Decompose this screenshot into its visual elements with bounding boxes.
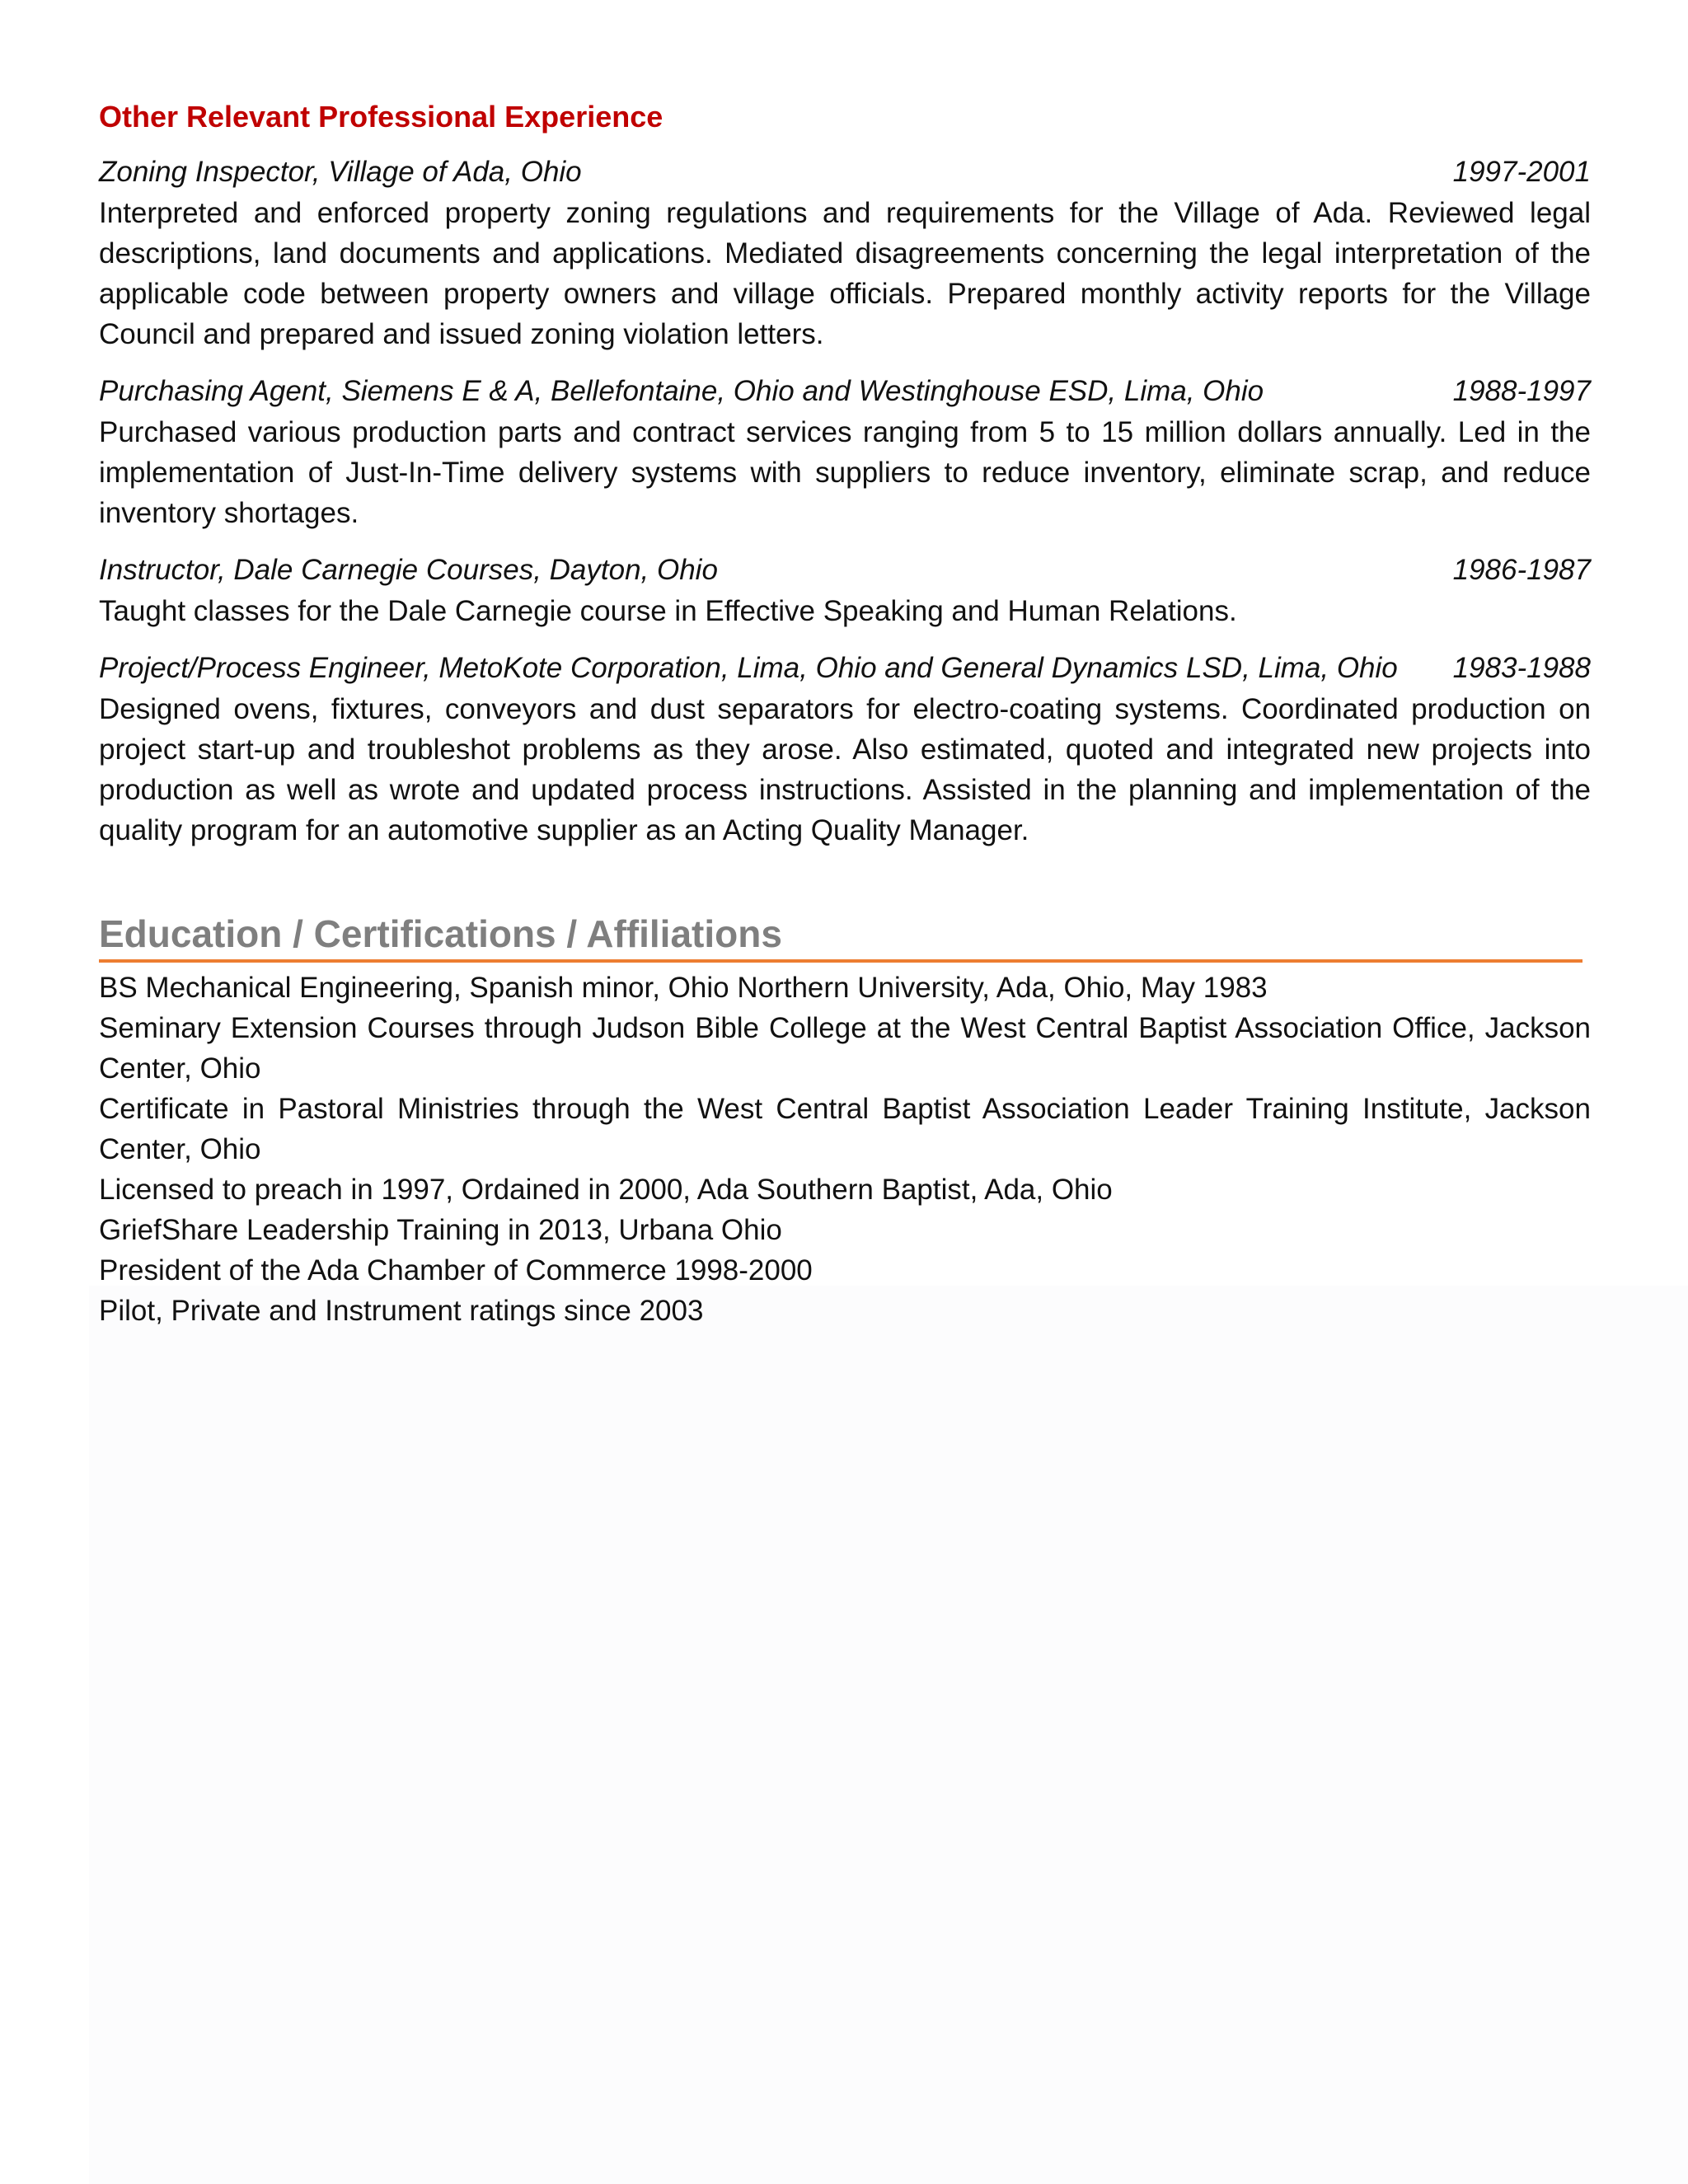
- education-section-title: Education / Certifications / Affiliations: [99, 910, 1582, 963]
- education-item: Seminary Extension Courses through Judson Bible College at the West Central Baptist Association Office, Jackson Center, Ohio: [99, 1012, 1591, 1085]
- job-years: 1988-1997: [1452, 375, 1591, 407]
- job-entry-zoning-inspector: [99, 152, 1591, 354]
- job-role: Purchasing Agent, Siemens E & A, Bellefontaine, Ohio and Westinghouse ESD, Lima, Ohio: [99, 375, 1264, 407]
- job-header: [99, 648, 1591, 689]
- job-header: [99, 371, 1591, 412]
- job-description: Purchased various production parts and contract services ranging from 5 to 15 million dollars annually. Led in the implementation of Just-In-Time delivery systems with suppliers to reduce inventory, eliminate scrap, and reduce inventory shortages.: [99, 416, 1591, 529]
- job-years: 1983-1988: [1452, 652, 1591, 684]
- education-item: BS Mechanical Engineering, Spanish minor, Ohio Northern University, Ada, Ohio, May 1983: [99, 972, 1268, 1004]
- education-item: GriefShare Leadership Training in 2013, Urbana Ohio: [99, 1214, 782, 1246]
- job-role: Project/Process Engineer, MetoKote Corporation, Lima, Ohio and General Dynamics LSD, Lima, Ohio: [99, 652, 1398, 684]
- job-header: [99, 550, 1591, 591]
- education-item: Licensed to preach in 1997, Ordained in 2000, Ada Southern Baptist, Ada, Ohio: [99, 1174, 1113, 1206]
- education-list: [99, 968, 1591, 1331]
- job-entry-process-engineer: [99, 648, 1591, 851]
- job-role: Instructor, Dale Carnegie Courses, Dayton, Ohio: [99, 554, 718, 586]
- education-item: Certificate in Pastoral Ministries through the West Central Baptist Association Leader Training Institute, Jackson Center, Ohio: [99, 1093, 1591, 1165]
- education-item: President of the Ada Chamber of Commerce 1998-2000: [99, 1254, 813, 1286]
- experience-section-title: Other Relevant Professional Experience: [99, 100, 663, 134]
- job-years: 1997-2001: [1452, 156, 1591, 188]
- page-background-shade: [89, 1286, 1688, 2184]
- job-description: Interpreted and enforced property zoning regulations and requirements for the Village of Ada. Reviewed legal descriptions, land documents and applications. Mediated disagreements concerning the legal interpretation of the applicable code between property owners and village officials. Prepared monthly activity reports for the Village Council and prepared and issued zoning violation letters.: [99, 197, 1591, 350]
- job-entry-purchasing-agent: [99, 371, 1591, 533]
- job-description: Designed ovens, fixtures, conveyors and dust separators for electro-coating systems. Coordinated production on project start-up and troubleshot problems as they arose. Also estimated, quoted and integrated new projects into production as well as wrote and updated process instructions. Assisted in the planning and implementation of the quality program for an automotive supplier as an Acting Quality Manager.: [99, 693, 1591, 846]
- education-item: Pilot, Private and Instrument ratings since 2003: [99, 1295, 704, 1327]
- job-entry-instructor: [99, 550, 1591, 631]
- job-role: Zoning Inspector, Village of Ada, Ohio: [99, 156, 582, 188]
- job-years: 1986-1987: [1452, 554, 1591, 586]
- job-header: [99, 152, 1591, 193]
- job-description: Taught classes for the Dale Carnegie course in Effective Speaking and Human Relations.: [99, 595, 1237, 627]
- resume-content: [99, 97, 1591, 1331]
